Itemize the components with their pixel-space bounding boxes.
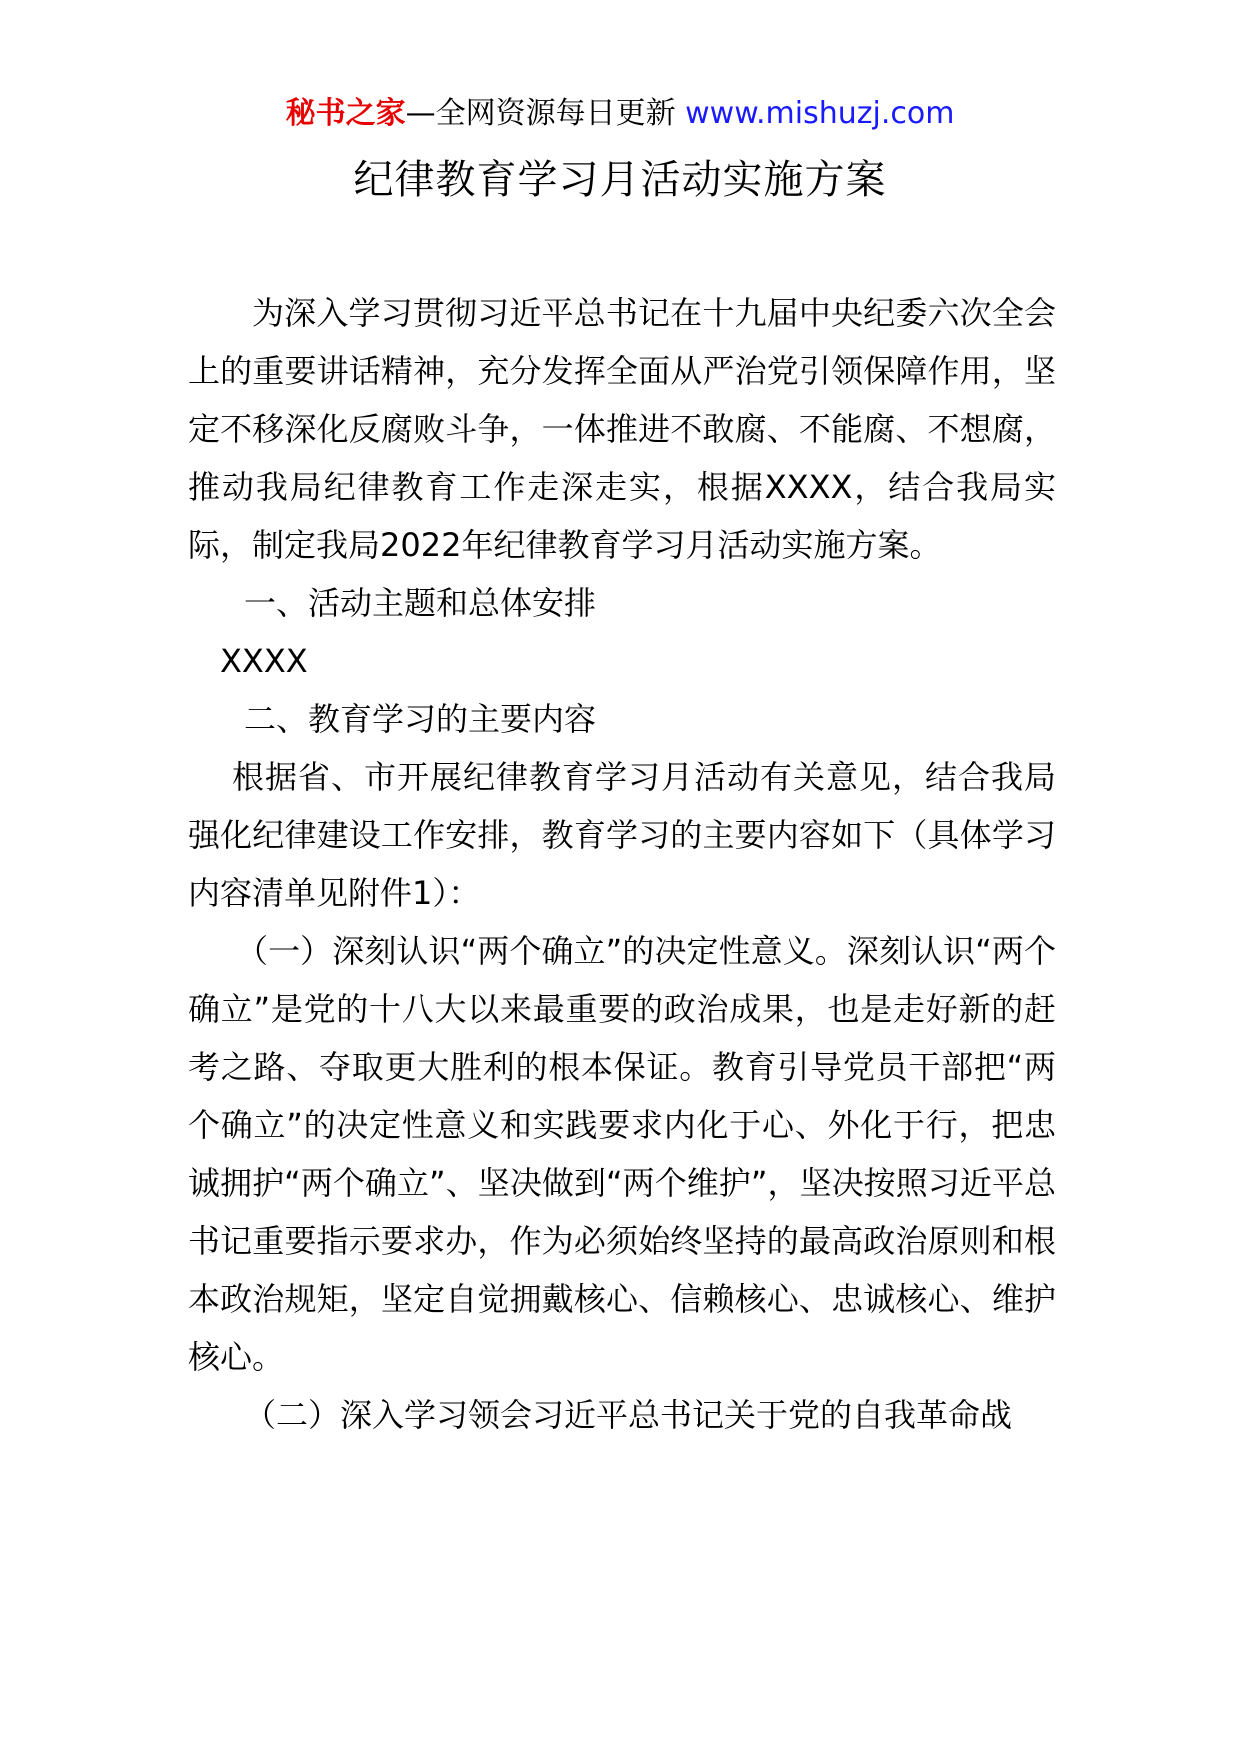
document-title: 纪律教育学习月活动实施方案: [353, 157, 887, 203]
content-item-2: （二）深入学习领会习近平总书记关于党的自我革命战: [244, 1396, 1013, 1434]
basis-paragraph: 根据省、市开展纪律教育学习月活动有关意见，结合我局强化纪律建设工作安排，教育学习的主要内容如下（具体学习内容清单见附件1）：: [188, 758, 1056, 912]
site-banner: [0, 94, 1240, 134]
placeholder-paragraph: XXXX: [220, 642, 308, 680]
site-slogan: —全网资源每日更新: [405, 96, 686, 131]
site-url-link[interactable]: www.mishuzj.com: [685, 96, 955, 131]
content-item-1: （一）深刻认识“两个确立”的决定性意义。深刻认识“两个确立”是党的十八大以来最重要的政治成果，也是走好新的赶考之路、夺取更大胜利的根本保证。教育引导党员干部把“两个确立”的决定性意义和实践要求内化于心、外化于行，把忠诚拥护“两个确立”、坚决做到“两个维护”，坚决按照习近平总书记重要指示要求办，作为必须始终坚持的最高政治原则和根本政治规矩，坚定自觉拥戴核心、信赖核心、忠诚核心、维护核心。: [188, 932, 1056, 1376]
section-heading-2: 二、教育学习的主要内容: [244, 700, 597, 738]
site-brand-name[interactable]: 秘书之家: [285, 96, 406, 131]
document-body: [188, 284, 1056, 1444]
intro-paragraph: 为深入学习贯彻习近平总书记在十九届中央纪委六次全会上的重要讲话精神，充分发挥全面从严治党引领保障作用，坚定不移深化反腐败斗争，一体推进不敢腐、不能腐、不想腐，推动我局纪律教育工作走深走实，根据XXXX，结合我局实际，制定我局2022年纪律教育学习月活动实施方案。: [188, 294, 1056, 564]
section-heading-1: 一、活动主题和总体安排: [244, 584, 597, 622]
